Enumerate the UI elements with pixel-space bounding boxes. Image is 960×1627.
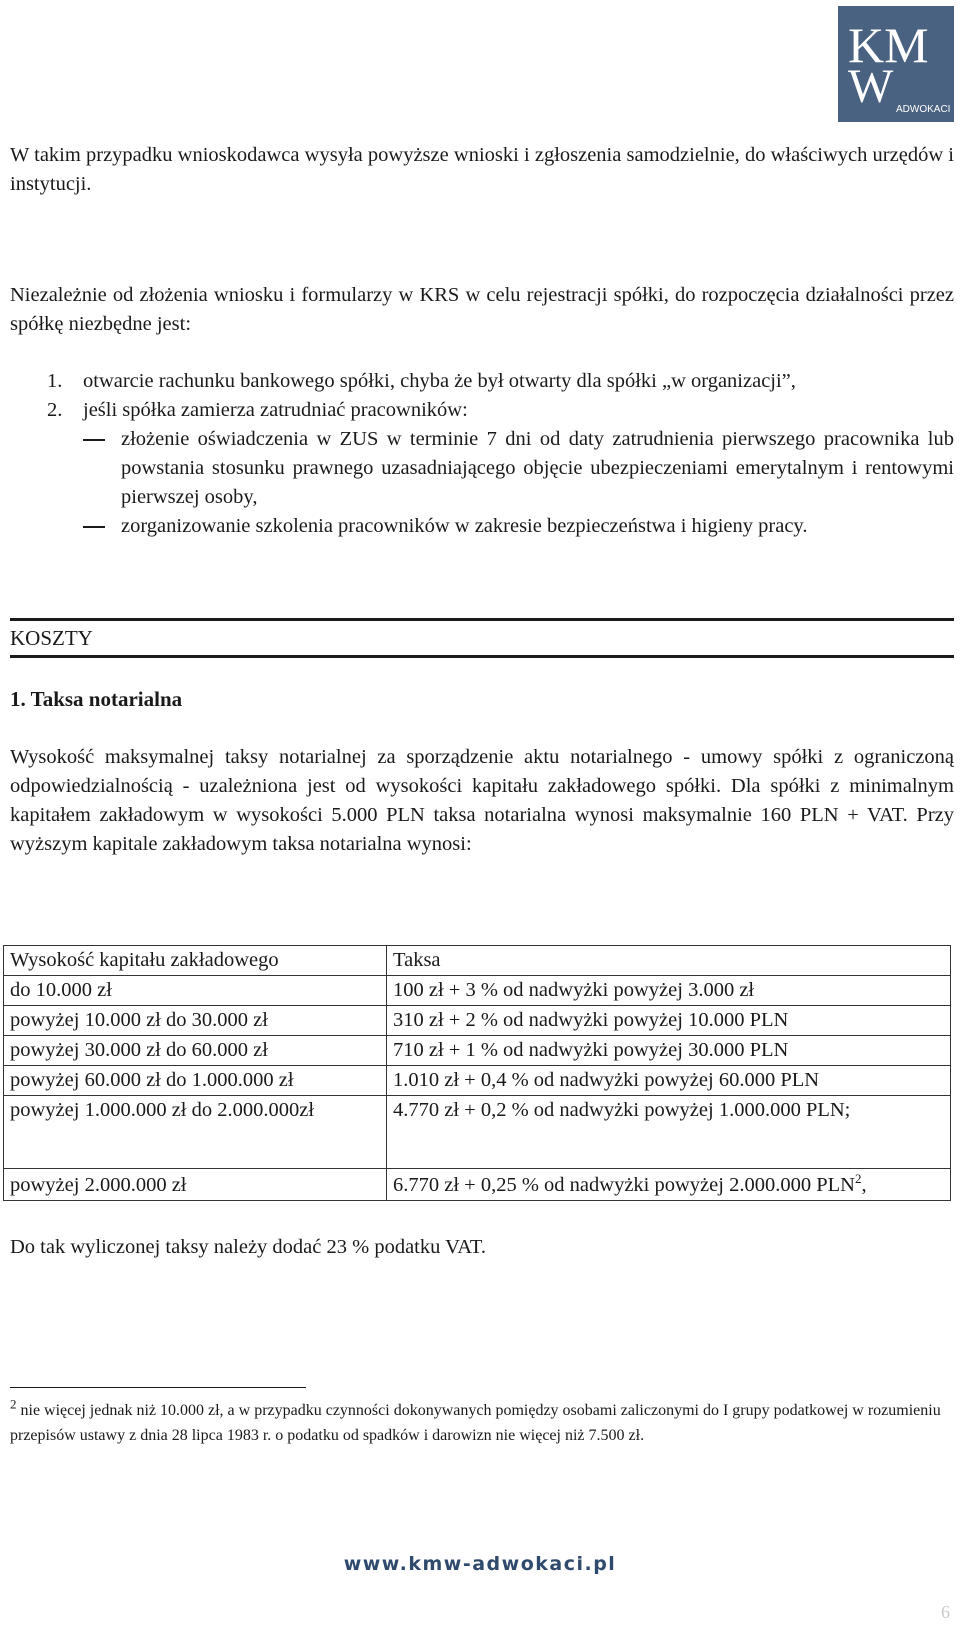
notary-fee-table [3, 945, 951, 1201]
table-row: powyżej 10.000 zł do 30.000 zł 310 zł + 2 % od nadwyżki powyżej 10.000 PLN [4, 1006, 951, 1036]
footnote-reference: 2 [854, 1171, 862, 1187]
sublist-item: zorganizowanie szkolenia pracowników w zakresie bezpieczeństwa i higieny pracy. [10, 512, 954, 541]
table-row: do 10.000 zł 100 zł + 3 % od nadwyżki powyżej 3.000 zł [4, 976, 951, 1006]
intro-paragraph: W takim przypadku wnioskodawca wysyła powyższe wnioski i zgłoszenia samodzielnie, do właściwych urzędów i instytucji. [10, 144, 954, 195]
section-rule-bottom [10, 655, 954, 658]
logo-letter-w: W [848, 60, 894, 113]
vat-paragraph: Do tak wyliczonej taksy należy dodać 23 % podatku VAT. [10, 1236, 486, 1258]
logo-letters-km: KM [848, 17, 929, 73]
footnote-text: nie więcej jednak niż 10.000 zł, a w przypadku czynności dokonywanych pomiędzy osobami zaliczonymi do I grupy podatkowej w rozumieniu przepisów ustawy z dnia 28 lipca 1983 r. o podatku od spadków i darowizn nie więcej niż 7.500 zł. [10, 1402, 941, 1444]
dash-bullet [83, 526, 105, 528]
footnote-separator [10, 1387, 306, 1388]
sublist-item: złożenie oświadczenia w ZUS w terminie 7 dni od daty zatrudnienia pierwszego pracownika lub powstania stosunku prawnego uzasadniającego objęcie ubezpieczeniami emerytalnym i rentowymi pierwszej osoby, [10, 425, 954, 512]
page-number: 6 [941, 1602, 950, 1622]
section-rule-top [10, 618, 954, 621]
requirements-list [10, 367, 954, 541]
subsection-title: 1. Taksa notarialna [10, 687, 183, 711]
list-item: 1. otwarcie rachunku bankowego spółki, chyba że był otwarty dla spółki „w organizacji”, [47, 370, 796, 392]
logo-caption: ADWOKACI [896, 104, 951, 115]
footnote-mark: 2 [10, 1396, 17, 1412]
table-row: powyżej 60.000 zł do 1.000.000 zł 1.010 zł + 0,4 % od nadwyżki powyżej 60.000 PLN [4, 1066, 951, 1096]
table-row: powyżej 2.000.000 zł 6.770 zł + 0,25 % od nadwyżki powyżej 2.000.000 PLN$^2$, [4, 1169, 951, 1201]
section-title: KOSZTY [10, 626, 93, 650]
kmw-logo [838, 6, 954, 122]
table-header-row [4, 946, 951, 976]
table-row: powyżej 1.000.000 zł do 2.000.000zł 4.770 zł + 0,2 % od nadwyżki powyżej 1.000.000 PLN; [4, 1096, 951, 1169]
last-fee-cell: 6.770 zł + 0,25 % od nadwyżki powyżej 2.000.000 PLN$^2$, [387, 1169, 951, 1201]
dash-bullet [83, 439, 105, 441]
website-link[interactable]: www.kmw-adwokaci.pl [343, 1553, 617, 1575]
table-row: powyżej 30.000 zł do 60.000 zł 710 zł + 1 % od nadwyżki powyżej 30.000 PLN [4, 1036, 951, 1066]
requirements-paragraph: Niezależnie od złożenia wniosku i formularzy w KRS w celu rejestracji spółki, do rozpoczęcia działalności przez spółkę niezbędne jest: [10, 284, 954, 335]
list-item: 2. jeśli spółka zamierza zatrudniać pracowników: [47, 399, 468, 421]
header-capital: Wysokość kapitału zakładowego [4, 946, 387, 976]
header-fee: Taksa [387, 946, 951, 976]
footnote [10, 1398, 950, 1448]
notary-fee-paragraph: Wysokość maksymalnej taksy notarialnej za sporządzenie aktu notarialnego - umowy spółki z ograniczoną odpowiedzialnością - uzależniona jest od wysokości kapitału zakładowego spółki. Dla spółki z minimalnym kapitałem zakładowym w wysokości 5.000 PLN taksa notarialna wynosi maksymalnie 160 PLN + VAT. Przy wyższym kapitale zakładowym taksa notarialna wynosi: [10, 746, 954, 855]
